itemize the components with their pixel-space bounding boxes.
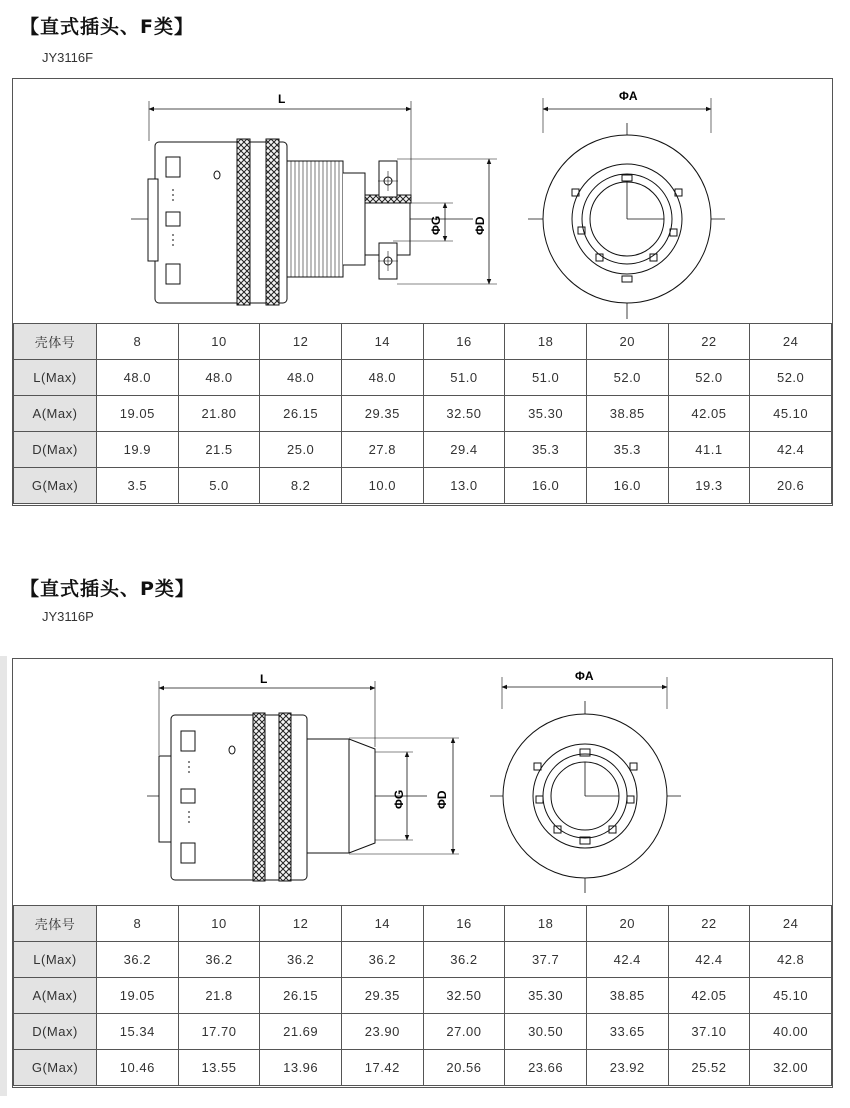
table-cell: 52.0 bbox=[668, 360, 750, 396]
table-cell: 19.9 bbox=[97, 432, 179, 468]
table-cell: 38.85 bbox=[586, 978, 668, 1014]
f-label-L: L bbox=[278, 92, 286, 106]
table-cell: 8.2 bbox=[260, 468, 342, 504]
table-cell: 13.0 bbox=[423, 468, 505, 504]
row-header-cell: L(Max) bbox=[14, 360, 97, 396]
table-cell: 32.00 bbox=[750, 1050, 832, 1086]
table-cell: 48.0 bbox=[341, 360, 423, 396]
table-cell: 37.7 bbox=[505, 942, 587, 978]
table-row bbox=[14, 942, 832, 978]
row-header-cell: 壳体号 bbox=[14, 324, 97, 360]
table-cell: 21.5 bbox=[178, 432, 260, 468]
table-cell: 45.10 bbox=[750, 396, 832, 432]
table-cell: 14 bbox=[341, 324, 423, 360]
table-cell: 15.34 bbox=[97, 1014, 179, 1050]
table-cell: 20.56 bbox=[423, 1050, 505, 1086]
table-cell: 18 bbox=[505, 324, 587, 360]
table-cell: 17.42 bbox=[341, 1050, 423, 1086]
table-cell: 22 bbox=[668, 324, 750, 360]
table-cell: 33.65 bbox=[586, 1014, 668, 1050]
table-cell: 23.90 bbox=[341, 1014, 423, 1050]
section-p-title: 【直式插头、P类】 bbox=[20, 578, 195, 600]
table-cell: 10.46 bbox=[97, 1050, 179, 1086]
table-cell: 35.30 bbox=[505, 978, 587, 1014]
table-cell: 8 bbox=[97, 324, 179, 360]
table-cell: 48.0 bbox=[260, 360, 342, 396]
table-cell: 14 bbox=[341, 906, 423, 942]
table-cell: 35.30 bbox=[505, 396, 587, 432]
table-cell: 23.92 bbox=[586, 1050, 668, 1086]
row-header-cell: 壳体号 bbox=[14, 906, 97, 942]
table-cell: 26.15 bbox=[260, 396, 342, 432]
table-cell: 23.66 bbox=[505, 1050, 587, 1086]
table-cell: 36.2 bbox=[97, 942, 179, 978]
table-cell: 30.50 bbox=[505, 1014, 587, 1050]
table-cell: 42.4 bbox=[668, 942, 750, 978]
table-cell: 20 bbox=[586, 906, 668, 942]
table-cell: 42.05 bbox=[668, 396, 750, 432]
table-cell: 42.8 bbox=[750, 942, 832, 978]
table-cell: 16.0 bbox=[505, 468, 587, 504]
table-row bbox=[14, 396, 832, 432]
table-cell: 5.0 bbox=[178, 468, 260, 504]
table-row bbox=[14, 468, 832, 504]
table-cell: 27.8 bbox=[341, 432, 423, 468]
table-cell: 36.2 bbox=[341, 942, 423, 978]
section-f-panel bbox=[12, 78, 833, 506]
table-cell: 36.2 bbox=[178, 942, 260, 978]
table-cell: 12 bbox=[260, 324, 342, 360]
table-row bbox=[14, 432, 832, 468]
table-cell: 45.10 bbox=[750, 978, 832, 1014]
table-cell: 17.70 bbox=[178, 1014, 260, 1050]
table-cell: 40.00 bbox=[750, 1014, 832, 1050]
table-cell: 16 bbox=[423, 324, 505, 360]
table-cell: 48.0 bbox=[97, 360, 179, 396]
table-cell: 18 bbox=[505, 906, 587, 942]
table-cell: 16 bbox=[423, 906, 505, 942]
table-cell: 21.69 bbox=[260, 1014, 342, 1050]
row-header-cell: A(Max) bbox=[14, 396, 97, 432]
table-cell: 21.8 bbox=[178, 978, 260, 1014]
table-header-row bbox=[14, 324, 832, 360]
p-front-view bbox=[490, 677, 681, 893]
table-cell: 27.00 bbox=[423, 1014, 505, 1050]
table-row bbox=[14, 1050, 832, 1086]
table-cell: 48.0 bbox=[178, 360, 260, 396]
f-label-phiD: ΦD bbox=[473, 216, 487, 235]
table-cell: 32.50 bbox=[423, 396, 505, 432]
table-cell: 38.85 bbox=[586, 396, 668, 432]
left-margin-bar bbox=[0, 656, 7, 1096]
table-cell: 29.4 bbox=[423, 432, 505, 468]
table-cell: 13.96 bbox=[260, 1050, 342, 1086]
row-header-cell: G(Max) bbox=[14, 1050, 97, 1086]
table-cell: 16.0 bbox=[586, 468, 668, 504]
row-header-cell: A(Max) bbox=[14, 978, 97, 1014]
table-cell: 19.3 bbox=[668, 468, 750, 504]
table-cell: 35.3 bbox=[505, 432, 587, 468]
table-cell: 13.55 bbox=[178, 1050, 260, 1086]
section-p-model: JY3116P bbox=[42, 609, 94, 624]
table-cell: 42.4 bbox=[586, 942, 668, 978]
table-cell: 26.15 bbox=[260, 978, 342, 1014]
section-f-model: JY3116F bbox=[42, 50, 94, 65]
p-label-phiA: ΦA bbox=[575, 669, 594, 683]
p-label-L: L bbox=[260, 672, 268, 686]
section-p-panel bbox=[12, 658, 833, 1088]
table-cell: 10.0 bbox=[341, 468, 423, 504]
table-cell: 35.3 bbox=[586, 432, 668, 468]
section-f-title: 【直式插头、F类】 bbox=[20, 16, 194, 38]
table-cell: 10 bbox=[178, 324, 260, 360]
table-cell: 51.0 bbox=[505, 360, 587, 396]
row-header-cell: L(Max) bbox=[14, 942, 97, 978]
section-f-spec-table bbox=[13, 323, 832, 504]
table-cell: 29.35 bbox=[341, 396, 423, 432]
row-header-cell: G(Max) bbox=[14, 468, 97, 504]
section-p-drawing bbox=[13, 659, 832, 905]
section-f-drawing bbox=[13, 79, 832, 323]
table-cell: 10 bbox=[178, 906, 260, 942]
row-header-cell: D(Max) bbox=[14, 432, 97, 468]
p-label-phiD: ΦD bbox=[435, 790, 449, 809]
table-cell: 36.2 bbox=[423, 942, 505, 978]
row-header-cell: D(Max) bbox=[14, 1014, 97, 1050]
table-header-row bbox=[14, 906, 832, 942]
table-cell: 25.0 bbox=[260, 432, 342, 468]
table-cell: 8 bbox=[97, 906, 179, 942]
p-side-view bbox=[147, 681, 459, 881]
table-cell: 37.10 bbox=[668, 1014, 750, 1050]
f-front-view bbox=[528, 98, 725, 319]
table-cell: 24 bbox=[750, 324, 832, 360]
f-label-phiA: ΦA bbox=[619, 89, 638, 103]
table-cell: 42.4 bbox=[750, 432, 832, 468]
table-cell: 42.05 bbox=[668, 978, 750, 1014]
table-cell: 3.5 bbox=[97, 468, 179, 504]
table-row bbox=[14, 1014, 832, 1050]
table-cell: 21.80 bbox=[178, 396, 260, 432]
section-p-spec-table bbox=[13, 905, 832, 1086]
table-cell: 52.0 bbox=[750, 360, 832, 396]
table-cell: 24 bbox=[750, 906, 832, 942]
table-cell: 52.0 bbox=[586, 360, 668, 396]
table-cell: 32.50 bbox=[423, 978, 505, 1014]
table-cell: 36.2 bbox=[260, 942, 342, 978]
table-cell: 51.0 bbox=[423, 360, 505, 396]
table-cell: 19.05 bbox=[97, 396, 179, 432]
table-cell: 22 bbox=[668, 906, 750, 942]
table-cell: 29.35 bbox=[341, 978, 423, 1014]
table-cell: 20 bbox=[586, 324, 668, 360]
p-label-phiG: ΦG bbox=[392, 789, 406, 809]
f-label-phiG: ΦG bbox=[429, 215, 443, 235]
table-row bbox=[14, 360, 832, 396]
table-row bbox=[14, 978, 832, 1014]
table-cell: 19.05 bbox=[97, 978, 179, 1014]
table-cell: 20.6 bbox=[750, 468, 832, 504]
table-cell: 25.52 bbox=[668, 1050, 750, 1086]
f-side-view bbox=[131, 101, 497, 305]
table-cell: 12 bbox=[260, 906, 342, 942]
table-cell: 41.1 bbox=[668, 432, 750, 468]
